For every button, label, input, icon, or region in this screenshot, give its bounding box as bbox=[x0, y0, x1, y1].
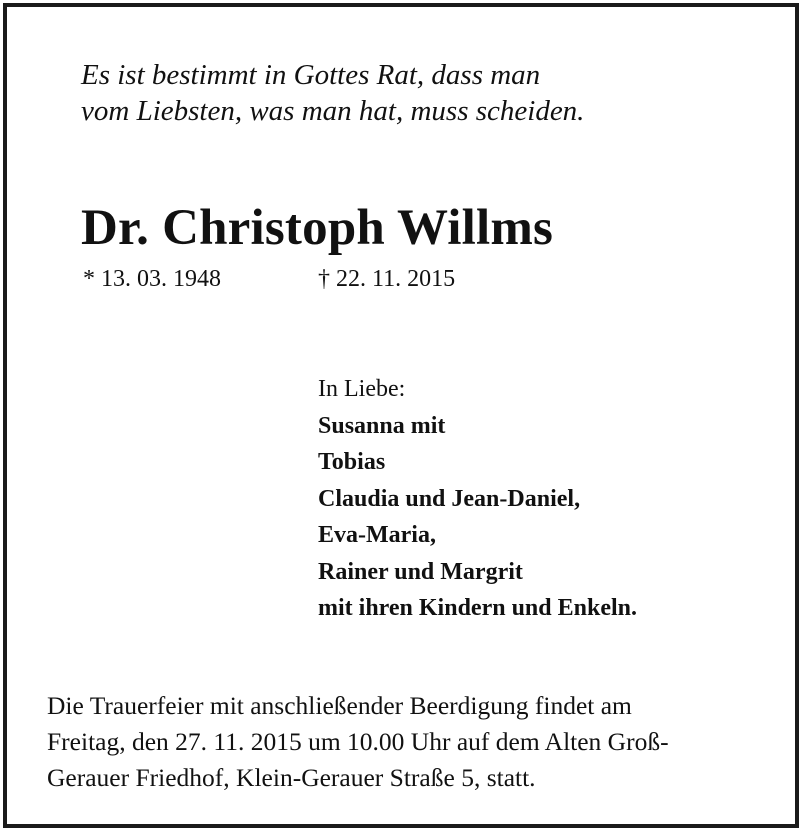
mourner-name: Eva-Maria, bbox=[318, 522, 436, 548]
mourners-intro: In Liebe: bbox=[318, 376, 406, 402]
mourner-name: Claudia und Jean-Daniel, bbox=[318, 485, 581, 512]
motto-line: Es ist bestimmt in Gottes Rat, dass man bbox=[81, 59, 541, 91]
funeral-notice-line: Gerauer Friedhof, Klein-Gerauer Straße 5, statt. bbox=[47, 763, 536, 792]
motto-line: vom Liebsten, was man hat, muss scheiden. bbox=[81, 95, 585, 127]
obituary-frame bbox=[3, 3, 799, 828]
birth-date: * 13. 03. 1948 bbox=[83, 266, 221, 292]
funeral-notice bbox=[47, 688, 669, 796]
mourners-list bbox=[318, 371, 637, 627]
funeral-notice-line: Freitag, den 27. 11. 2015 um 10.00 Uhr auf dem Alten Groß- bbox=[47, 727, 669, 756]
funeral-notice-line: Die Trauerfeier mit anschließender Beerdigung findet am bbox=[47, 691, 632, 720]
mourner-name: Tobias bbox=[318, 449, 386, 475]
motto-verse bbox=[81, 57, 584, 129]
death-date: † 22. 11. 2015 bbox=[318, 266, 456, 292]
mourner-name: mit ihren Kindern und Enkeln. bbox=[318, 595, 637, 621]
mourner-name: Rainer und Margrit bbox=[318, 558, 523, 585]
deceased-name: Dr. Christoph Willms bbox=[81, 200, 554, 256]
mourner-name: Susanna mit bbox=[318, 412, 446, 439]
